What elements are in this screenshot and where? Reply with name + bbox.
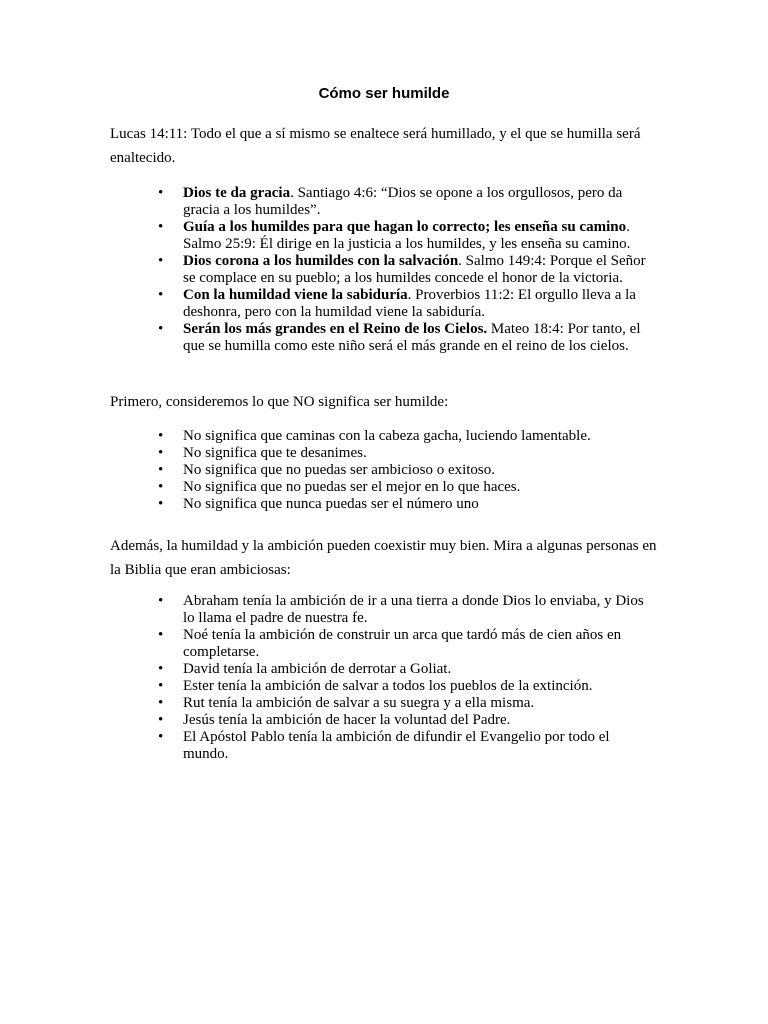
not-meaning-intro: Primero, consideremos lo que NO significa ser humilde: (110, 394, 449, 410)
list-item: • Ester tenía la ambición de salvar a todos los pueblos de la extinción. (110, 678, 658, 695)
list-item: • No significa que te desanimes. (110, 445, 658, 462)
list-item: • No significa que caminas con la cabeza gacha, luciendo lamentable. (110, 428, 658, 445)
list-item: • Jesús tenía la ambición de hacer la voluntad del Padre. (110, 712, 658, 729)
document-title: Cómo ser humilde (318, 85, 450, 102)
not-meaning-list (110, 428, 658, 513)
ambition-intro: Además, la humildad y la ambición pueden coexistir muy bien. Mira a algunas personas en la Biblia que eran ambiciosas: (110, 538, 657, 578)
list-item: • No significa que no puedas ser ambicioso o exitoso. (110, 462, 658, 479)
list-item: • Dios corona a los humildes con la salvación. Salmo 149:4: Porque el Señor se complace en su pueblo; a los humildes concede el honor de la victoria. (110, 253, 658, 287)
ambitious-people-list (110, 593, 658, 763)
list-item: • Rut tenía la ambición de salvar a su suegra y a ella misma. (110, 695, 658, 712)
list-item: • No significa que nunca puedas ser el número uno (110, 496, 658, 513)
list-item: • Serán los más grandes en el Reino de los Cielos. Mateo 18:4: Por tanto, el que se humilla como este niño será el más grande en el reino de los cielos. (110, 321, 658, 355)
list-item: • No significa que no puedas ser el mejor en lo que haces. (110, 479, 658, 496)
reasons-list (110, 185, 658, 355)
list-item: • Dios te da gracia. Santiago 4:6: “Dios se opone a los orgullosos, pero da gracia a los humildes”. (110, 185, 658, 219)
list-item: • Guía a los humildes para que hagan lo correcto; les enseña su camino. Salmo 25:9: Él dirige en la justicia a los humildes, y les enseña su camino. (110, 219, 658, 253)
list-item: • Abraham tenía la ambición de ir a una tierra a donde Dios lo enviaba, y Dios lo llama el padre de nuestra fe. (110, 593, 658, 627)
list-item: • Noé tenía la ambición de construir un arca que tardó más de cien años en completarse. (110, 627, 658, 661)
list-item: • David tenía la ambición de derrotar a Goliat. (110, 661, 658, 678)
list-item: • Con la humildad viene la sabiduría. Proverbios 11:2: El orgullo lleva a la deshonra, pero con la humildad viene la sabiduría. (110, 287, 658, 321)
list-item: • El Apóstol Pablo tenía la ambición de difundir el Evangelio por todo el mundo. (110, 729, 658, 763)
intro-paragraph: Lucas 14:11: Todo el que a sí mismo se enaltece será humillado, y el que se humilla será enaltecido. (110, 126, 641, 166)
